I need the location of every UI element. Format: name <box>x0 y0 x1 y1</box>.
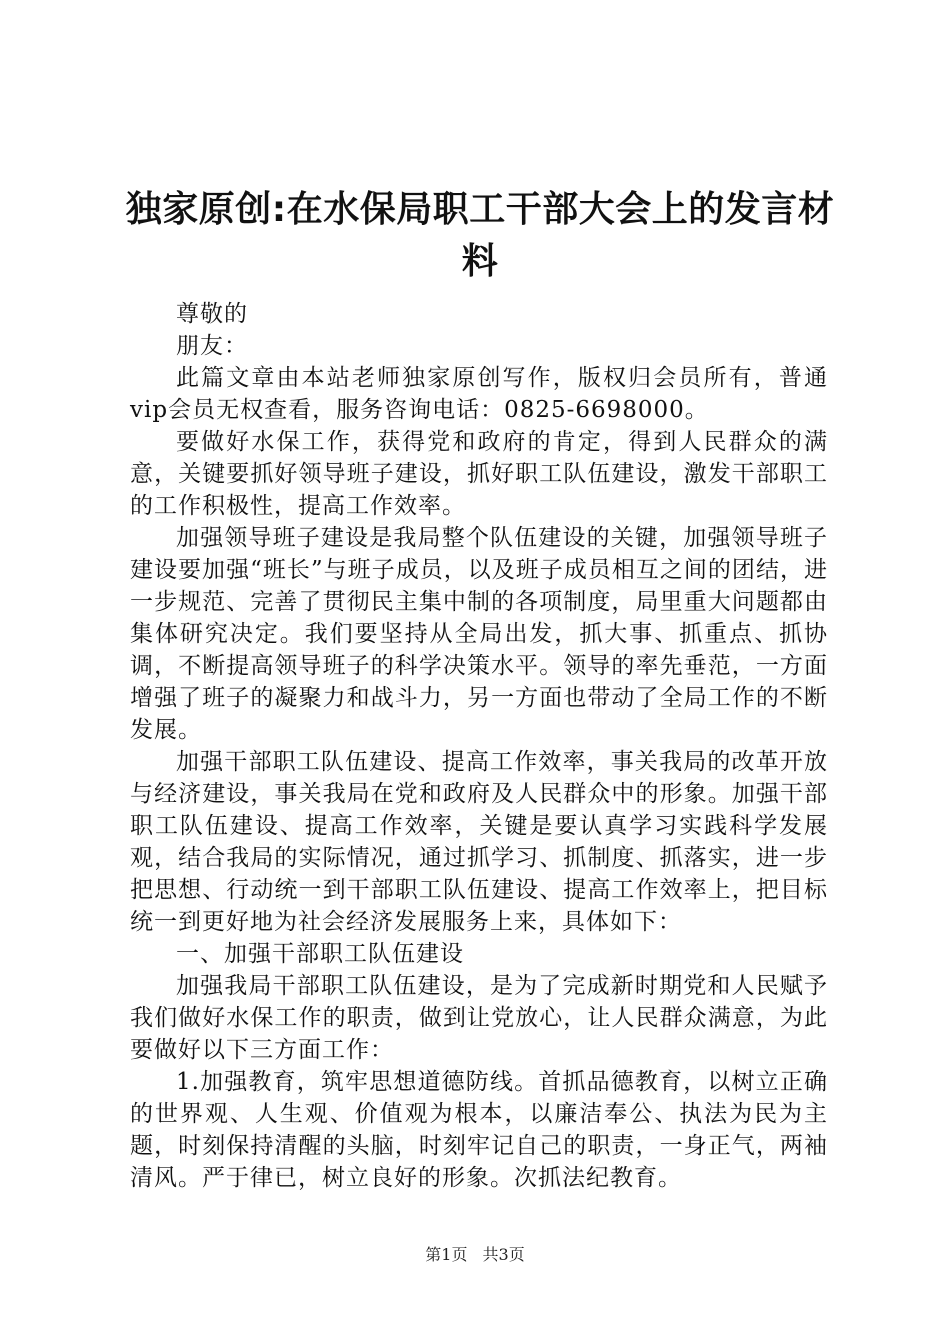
paragraph: 加强我局干部职工队伍建设，是为了完成新时期党和人民赋予我们做好水保工作的职责，做到让党放心，让人民群众满意，为此要做好以下三方面工作： <box>130 973 828 1063</box>
section-heading: 一、加强干部职工队伍建设 <box>176 941 464 967</box>
paragraph: 此篇文章由本站老师独家原创写作，版权归会员所有，普通vip会员无权查看，服务咨询电话：0825-6698000。 <box>130 365 828 423</box>
page-total: 共3页 <box>482 1245 525 1264</box>
page-footer <box>0 1245 950 1265</box>
paragraph: 1.加强教育，筑牢思想道德防线。首抓品德教育，以树立正确的世界观、人生观、价值观为根本，以廉洁奉公、执法为民为主题，时刻保持清醒的头脑，时刻牢记自己的职责，一身正气，两袖清风。严于律已，树立良好的形象。次抓法纪教育。 <box>130 1069 828 1191</box>
paragraph: 加强领导班子建设是我局整个队伍建设的关键，加强领导班子建设要加强“班长”与班子成员，以及班子成员相互之间的团结，进一步规范、完善了贯彻民主集中制的各项制度，局里重大问题都由集体研究决定。我们要坚持从全局出发，抓大事、抓重点、抓协调，不断提高领导班子的科学决策水平。领导的率先垂范，一方面增强了班子的凝聚力和战斗力，另一方面也带动了全局工作的不断发展。 <box>130 525 828 743</box>
paragraph: 加强干部职工队伍建设、提高工作效率，事关我局的改革开放与经济建设，事关我局在党和政府及人民群众中的形象。加强干部职工队伍建设、提高工作效率，关键是要认真学习实践科学发展观，结合我局的实际情况，通过抓学习、抓制度、抓落实，进一步把思想、行动统一到干部职工队伍建设、提高工作效率上，把目标统一到更好地为社会经济发展服务上来，具体如下： <box>130 749 828 935</box>
paragraph: 要做好水保工作，获得党和政府的肯定，得到人民群众的满意，关键要抓好领导班子建设，抓好职工队伍建设，激发干部职工的工作积极性，提高工作效率。 <box>130 429 828 519</box>
page-number: 第1页 <box>425 1245 468 1264</box>
document-body <box>130 298 828 1194</box>
salutation-line: 朋友： <box>176 333 248 359</box>
document-title: 独家原创:在水保局职工干部大会上的发言材料 <box>125 189 835 282</box>
salutation-line: 尊敬的 <box>176 301 248 327</box>
